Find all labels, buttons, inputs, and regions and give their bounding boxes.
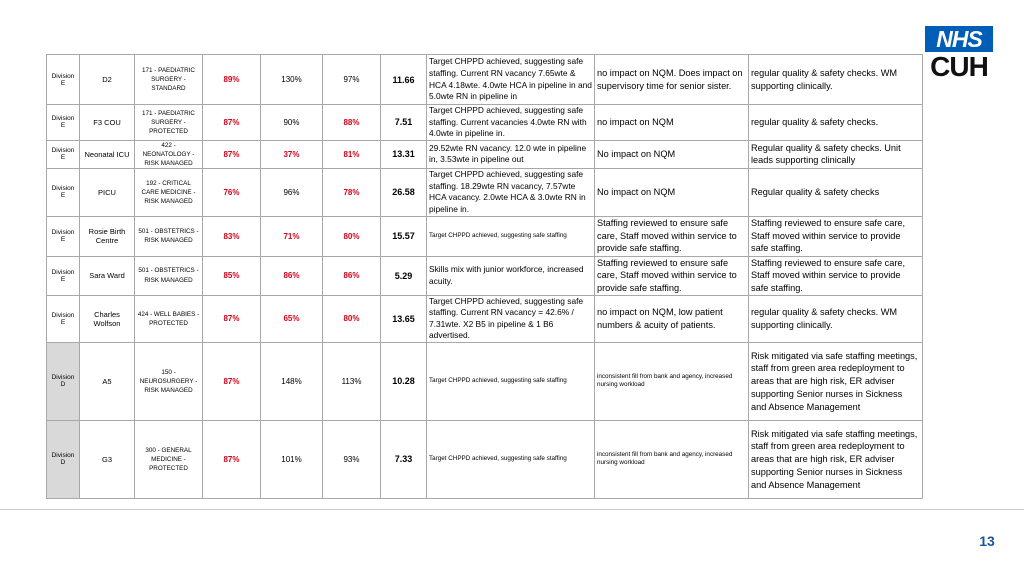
fill-rate-cell: 87% (203, 105, 261, 141)
night-fill-cell: 78% (323, 169, 381, 216)
specialty-cell: 422 - NEONATOLOGY - RISK MANAGED (135, 140, 203, 168)
ward-cell: G3 (80, 420, 135, 498)
table-row (47, 420, 923, 498)
specialty-cell: 171 - PAEDIATRIC SURGERY - PROTECTED (135, 105, 203, 141)
comment-cell: Target CHPPD achieved, suggesting safe staffing (427, 420, 595, 498)
specialty-cell: 300 - GENERAL MEDICINE - PROTECTED (135, 420, 203, 498)
ward-cell: D2 (80, 55, 135, 105)
fill-rate-cell: 85% (203, 256, 261, 295)
impact-cell: Staffing reviewed to ensure safe care, Staff moved within service to provide safe staffing. (595, 256, 749, 295)
division-cell: Division E (47, 140, 80, 168)
table-row (47, 216, 923, 256)
table-row (47, 295, 923, 342)
night-fill-cell: 88% (323, 105, 381, 141)
impact-cell: No impact on NQM (595, 169, 749, 216)
night-fill-cell: 113% (323, 342, 381, 420)
day-fill-cell: 37% (261, 140, 323, 168)
chppd-cell: 13.65 (381, 295, 427, 342)
chppd-cell: 13.31 (381, 140, 427, 168)
chppd-cell: 26.58 (381, 169, 427, 216)
impact-cell: no impact on NQM (595, 105, 749, 141)
division-cell: Division E (47, 169, 80, 216)
night-fill-cell: 97% (323, 55, 381, 105)
day-fill-cell: 65% (261, 295, 323, 342)
day-fill-cell: 71% (261, 216, 323, 256)
division-cell: Division D (47, 342, 80, 420)
table-row (47, 256, 923, 295)
impact-cell: no impact on NQM, low patient numbers & acuity of patients. (595, 295, 749, 342)
ward-cell: Rosie Birth Centre (80, 216, 135, 256)
ward-cell: F3 COU (80, 105, 135, 141)
night-fill-cell: 80% (323, 216, 381, 256)
fill-rate-cell: 87% (203, 140, 261, 168)
mitigation-cell: Staffing reviewed to ensure safe care, Staff moved within service to provide safe staffing. (749, 256, 923, 295)
chppd-cell: 10.28 (381, 342, 427, 420)
night-fill-cell: 80% (323, 295, 381, 342)
division-cell: Division E (47, 256, 80, 295)
mitigation-cell: regular quality & safety checks. WM supporting clinically. (749, 55, 923, 105)
ward-cell: Sara Ward (80, 256, 135, 295)
division-cell: Division E (47, 55, 80, 105)
ward-cell: PICU (80, 169, 135, 216)
fill-rate-cell: 87% (203, 420, 261, 498)
table-row (47, 342, 923, 420)
day-fill-cell: 130% (261, 55, 323, 105)
chppd-cell: 7.51 (381, 105, 427, 141)
comment-cell: Target CHPPD achieved, suggesting safe staffing (427, 342, 595, 420)
specialty-cell: 150 - NEUROSURGERY - RISK MANAGED (135, 342, 203, 420)
cuh-logo-text: CUH (930, 51, 988, 82)
chppd-cell: 11.66 (381, 55, 427, 105)
fill-rate-cell: 83% (203, 216, 261, 256)
mitigation-cell: regular quality & safety checks. WM supporting clinically. (749, 295, 923, 342)
mitigation-cell: Risk mitigated via safe staffing meetings, staff from green area redeployment to areas that are high risk, ER adviser supporting Senior nurses in Sickness and Absence Management (749, 420, 923, 498)
ward-cell: A5 (80, 342, 135, 420)
comment-cell: Target CHPPD achieved, suggesting safe staffing (427, 216, 595, 256)
nhs-logo-text: NHS (936, 26, 982, 52)
specialty-cell: 424 - WELL BABIES - PROTECTED (135, 295, 203, 342)
ward-cell: Neonatal ICU (80, 140, 135, 168)
division-cell: Division E (47, 295, 80, 342)
specialty-cell: 192 - CRITICAL CARE MEDICINE - RISK MANAGED (135, 169, 203, 216)
impact-cell: inconsistent fill from bank and agency, increased nursing workload (595, 342, 749, 420)
impact-cell: No impact on NQM (595, 140, 749, 168)
specialty-cell: 501 - OBSTETRICS - RISK MANAGED (135, 216, 203, 256)
fill-rate-cell: 76% (203, 169, 261, 216)
comment-cell: Skills mix with junior workforce, increased acuity. (427, 256, 595, 295)
fill-rate-cell: 87% (203, 342, 261, 420)
comment-cell: Target CHPPD achieved, suggesting safe staffing. Current vacancies 4.0wte RN with 4.0wte in pipeline in. (427, 105, 595, 141)
comment-cell: 29.52wte RN vacancy. 12.0 wte in pipeline in, 3.53wte in pipeline out (427, 140, 595, 168)
fill-rate-cell: 89% (203, 55, 261, 105)
night-fill-cell: 86% (323, 256, 381, 295)
comment-cell: Target CHPPD achieved, suggesting safe staffing. Current RN vacancy 7.65wte & HCA 4.18wte. 4.0wte HCA in pipeline in and 5.0wte RN in pipeline in (427, 55, 595, 105)
mitigation-cell: regular quality & safety checks. (749, 105, 923, 141)
impact-cell: Staffing reviewed to ensure safe care, Staff moved within service to provide safe staffing. (595, 216, 749, 256)
fill-rate-cell: 87% (203, 295, 261, 342)
chppd-cell: 5.29 (381, 256, 427, 295)
table-row (47, 169, 923, 216)
impact-cell: inconsistent fill from bank and agency, increased nursing workload (595, 420, 749, 498)
nhs-logo-box (925, 26, 993, 52)
specialty-cell: 501 - OBSTETRICS - RISK MANAGED (135, 256, 203, 295)
chppd-cell: 15.57 (381, 216, 427, 256)
day-fill-cell: 86% (261, 256, 323, 295)
mitigation-cell: Regular quality & safety checks. Unit leads supporting clinically (749, 140, 923, 168)
division-cell: Division D (47, 420, 80, 498)
division-cell: Division E (47, 105, 80, 141)
comment-cell: Target CHPPD achieved, suggesting safe staffing. Current RN vacancy = 42.6% / 7.31wte. X2 B5 in pipeline & 1 B6 advertised. (427, 295, 595, 342)
staffing-table (46, 54, 923, 499)
impact-cell: no impact on NQM. Does impact on supervisory time for senior sister. (595, 55, 749, 105)
ward-cell: Charles Wolfson (80, 295, 135, 342)
mitigation-cell: Risk mitigated via safe staffing meetings, staff from green area redeployment to areas that are high risk, ER adviser supporting Senior nurses in Sickness and Absence Management (749, 342, 923, 420)
table-row (47, 105, 923, 141)
nhs-cuh-logo (925, 26, 993, 82)
night-fill-cell: 81% (323, 140, 381, 168)
night-fill-cell: 93% (323, 420, 381, 498)
day-fill-cell: 101% (261, 420, 323, 498)
division-cell: Division E (47, 216, 80, 256)
day-fill-cell: 148% (261, 342, 323, 420)
chppd-cell: 7.33 (381, 420, 427, 498)
day-fill-cell: 96% (261, 169, 323, 216)
table-row (47, 55, 923, 105)
mitigation-cell: Regular quality & safety checks (749, 169, 923, 216)
mitigation-cell: Staffing reviewed to ensure safe care, Staff moved within service to provide safe staffing. (749, 216, 923, 256)
table-row (47, 140, 923, 168)
day-fill-cell: 90% (261, 105, 323, 141)
page-number: 13 (979, 533, 995, 549)
specialty-cell: 171 - PAEDIATRIC SURGERY - STANDARD (135, 55, 203, 105)
comment-cell: Target CHPPD achieved, suggesting safe staffing. 18.29wte RN vacancy, 7.57wte HCA vacancy. 2.0wte HCA & 3.0wte RN in pipeline in. (427, 169, 595, 216)
footer-divider (0, 509, 1024, 510)
